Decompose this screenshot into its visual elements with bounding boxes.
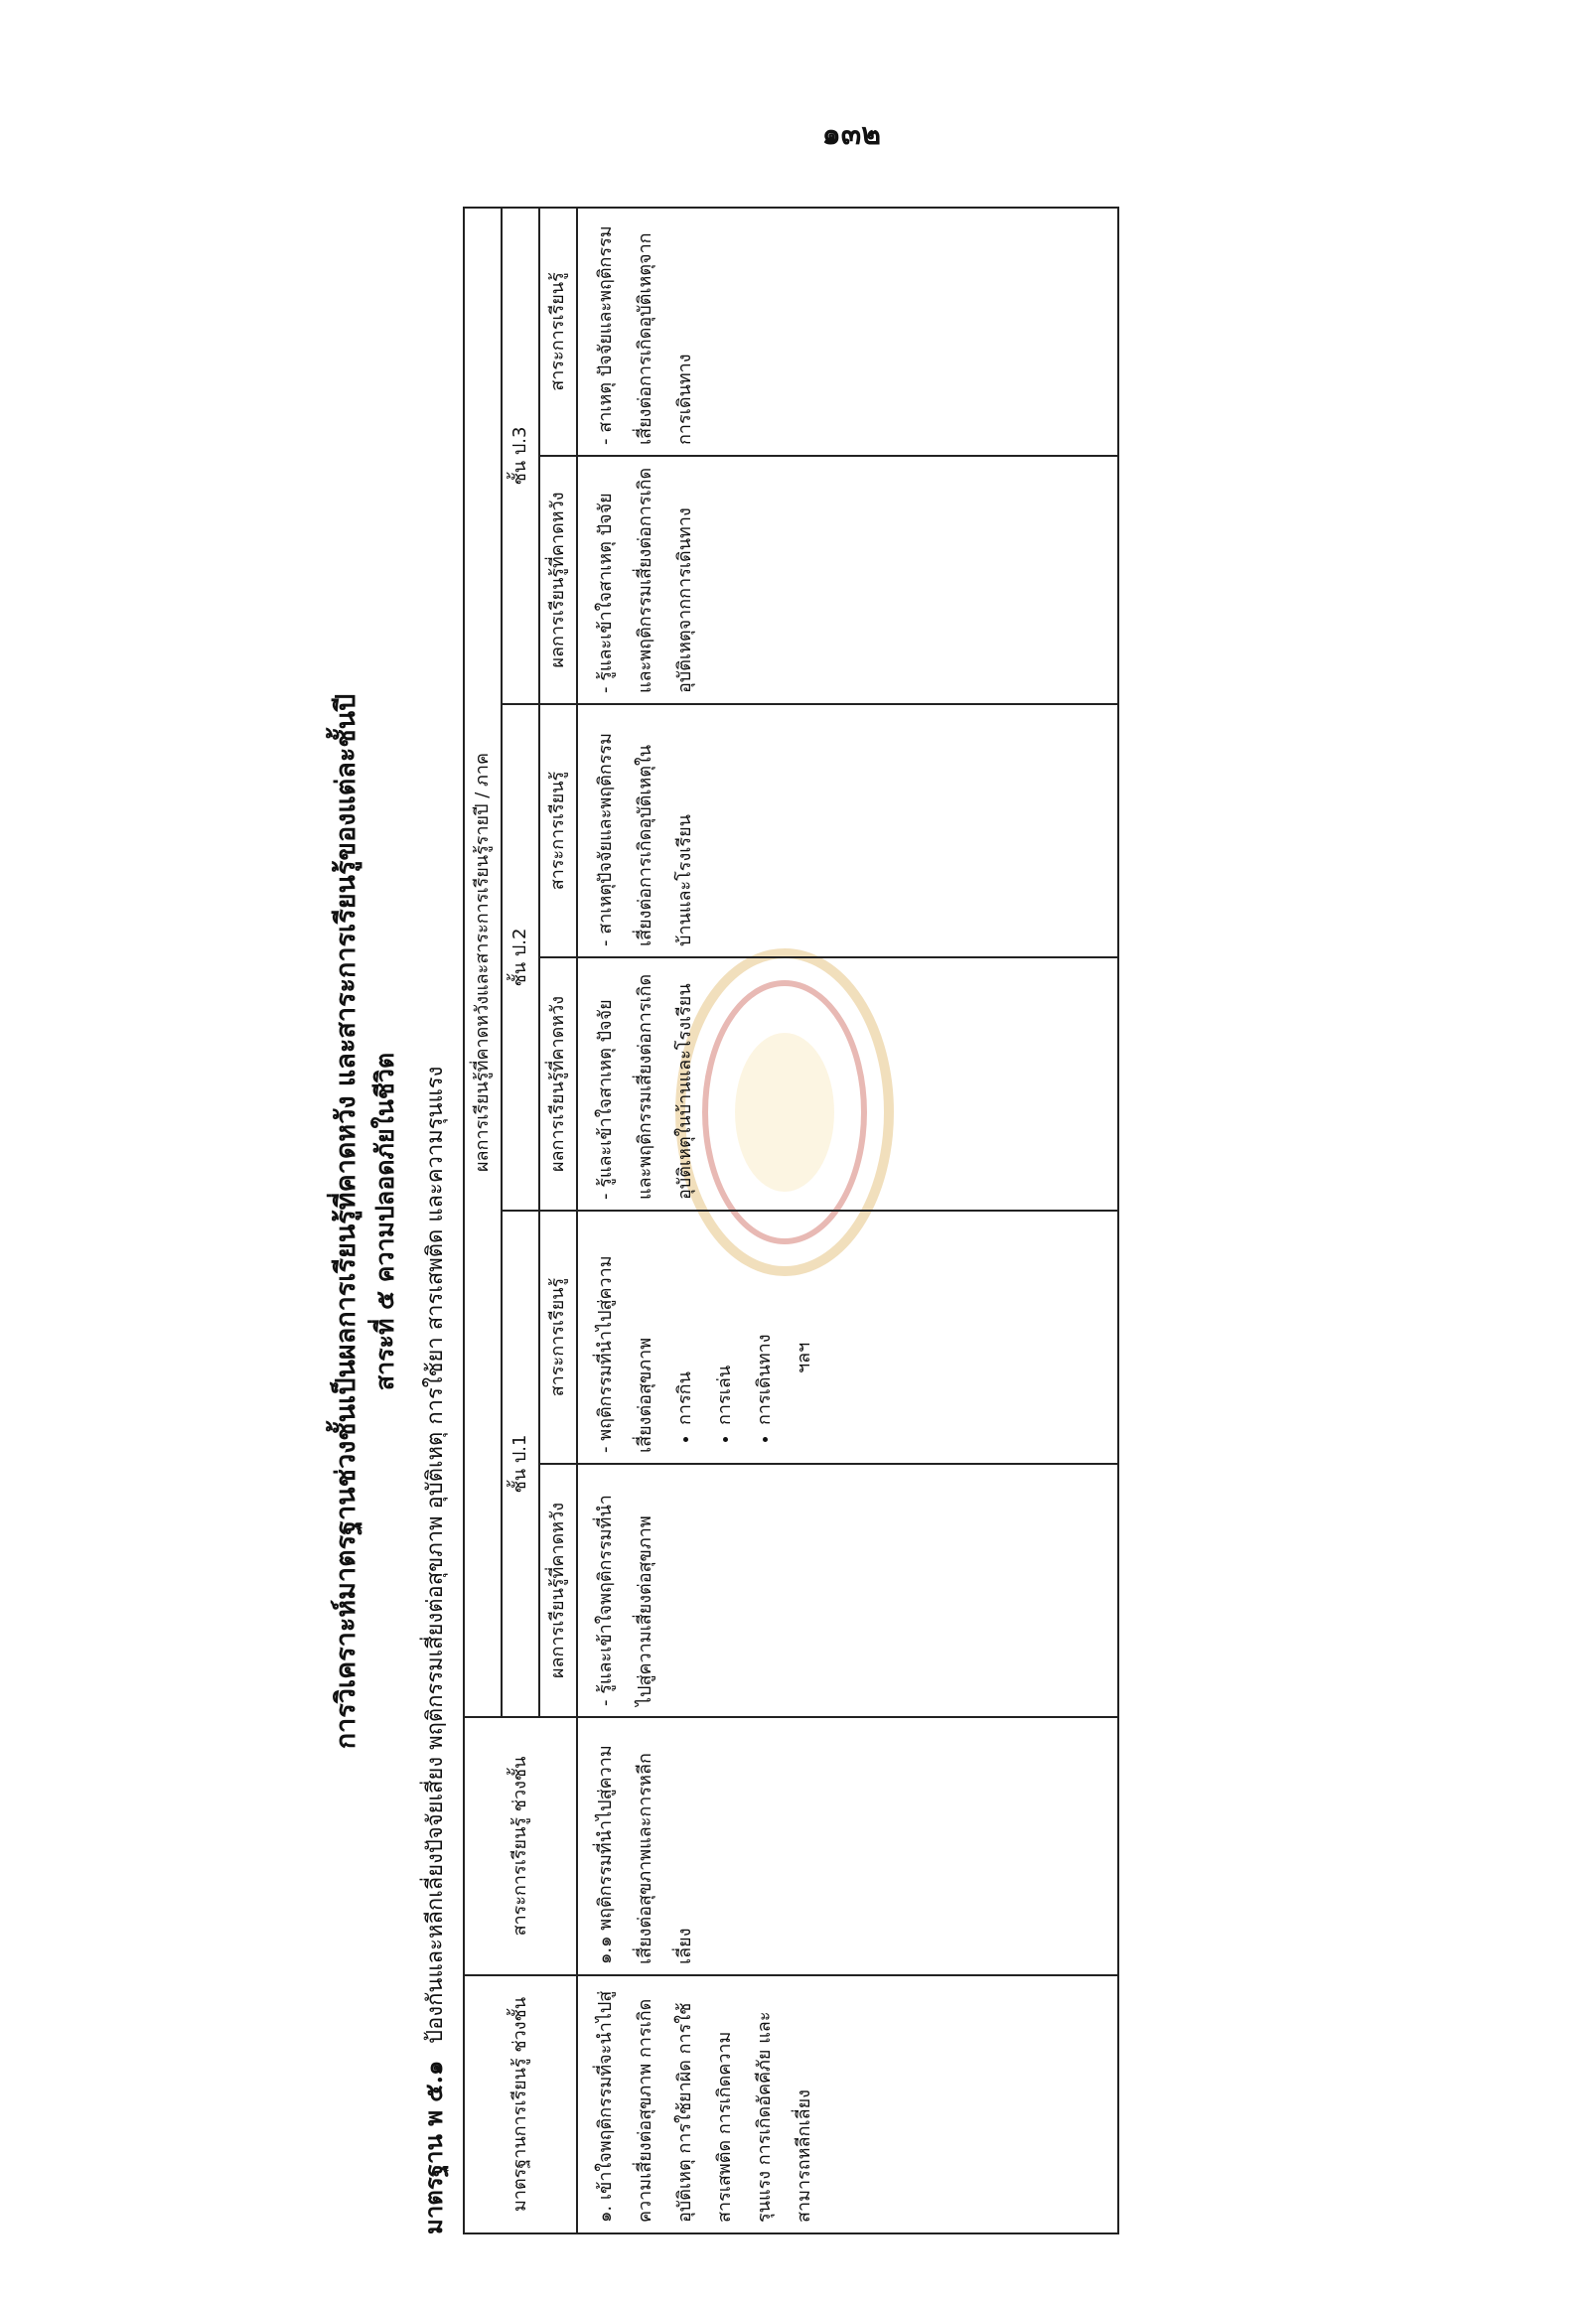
list-item: • การเล่น (705, 1222, 745, 1425)
header-grade-3: ชั้น ป.3 (502, 208, 539, 704)
cell-p2-content: - สาเหตุปัจจัยและพฤติกรรมเสี่ยงต่อการเกิดอุบัติเหตุในบ้านและโรงเรียน (577, 704, 1118, 957)
header-grade-1: ชั้น ป.1 (502, 1211, 539, 1717)
header-content: สาระการเรียนรู้ (539, 208, 577, 456)
header-standard: มาตรฐานการเรียนรู้ ช่วงชั้น (464, 1975, 577, 2233)
cell-p3-outcome: - รู้และเข้าใจสาเหตุ ปัจจัยและพฤติกรรมเสี่ยงต่อการเกิดอุบัติเหตุจากการเดินทาง (577, 456, 1118, 704)
p1-bullet-list (665, 1222, 785, 1453)
p1-content-text: - พฤติกรรมที่นำไปสู่ความเสี่ยงต่อสุขภาพ (595, 1255, 655, 1453)
cell-p1-content (577, 1211, 1118, 1464)
list-item: • การกิน (665, 1222, 705, 1425)
page-number: ๑๓๒ (821, 117, 881, 152)
rotated-content (328, 209, 1142, 2234)
cell-standard: ๑. เข้าใจพฤติกรรมที่จะนำไปสู่ความเสี่ยงต่อสุขภาพ การเกิดอุบัติเหตุ การใช้ยาผิด การใช้สารเสพติด การเกิดความรุนแรง การเกิดอัคคีภัย และสามารถหลีกเลี่ยง (577, 1975, 1118, 2233)
cell-content-range: ๑.๑ พฤติกรรมที่นำไปสู่ความเสี่ยงต่อสุขภาพและการหลีกเลี่ยง (577, 1717, 1118, 1975)
document-title: การวิเคราะห์มาตรฐานช่วงชั้นเป็นผลการเรียนรู้ที่คาดหวัง และสาระการเรียนรู้ของแต่ละชั้นปี (331, 693, 362, 1750)
standard-code: มาตรฐาน พ ๕.๑ (419, 2060, 448, 2234)
list-item: • การเดินทาง (745, 1222, 785, 1425)
cell-p1-outcome: - รู้และเข้าใจพฤติกรรมที่นำไปสู่ความเสี่ยงต่อสุขภาพ (577, 1464, 1118, 1717)
header-content: สาระการเรียนรู้ (539, 1211, 577, 1464)
header-grade-2: ชั้น ป.2 (502, 704, 539, 1211)
cell-p3-content: - สาเหตุ ปัจจัยและพฤติกรรมเสี่ยงต่อการเกิดอุบัติเหตุจากการเดินทาง (577, 208, 1118, 456)
analysis-table (463, 207, 1119, 2234)
header-outcome: ผลการเรียนรู้ที่คาดหวัง (539, 957, 577, 1211)
header-group: ผลการเรียนรู้ที่คาดหวังและสาระการเรียนรู้รายปี / ภาค (464, 208, 502, 1717)
strand-title: สาระที่ ๕ ความปลอดภัยในชีวิต (370, 1052, 399, 1391)
header-content: สาระการเรียนรู้ (539, 704, 577, 957)
header-content-range: สาระการเรียนรู้ ช่วงชั้น (464, 1717, 577, 1975)
cell-p2-outcome: - รู้และเข้าใจสาเหตุ ปัจจัยและพฤติกรรมเสี่ยงต่อการเกิดอุบัติเหตุในบ้านและโรงเรียน (577, 957, 1118, 1211)
header-outcome: ผลการเรียนรู้ที่คาดหวัง (539, 456, 577, 704)
standard-text: ป้องกันและหลีกเลี่ยงปัจจัยเสี่ยง พฤติกรรมเสี่ยงต่อสุขภาพ อุบัติเหตุ การใช้ยา สารเสพติด และความรุนแรง (423, 1066, 448, 2044)
p1-etc: ฯลฯ (794, 1342, 814, 1373)
header-outcome: ผลการเรียนรู้ที่คาดหวัง (539, 1464, 577, 1717)
standard-line (417, 209, 453, 2234)
